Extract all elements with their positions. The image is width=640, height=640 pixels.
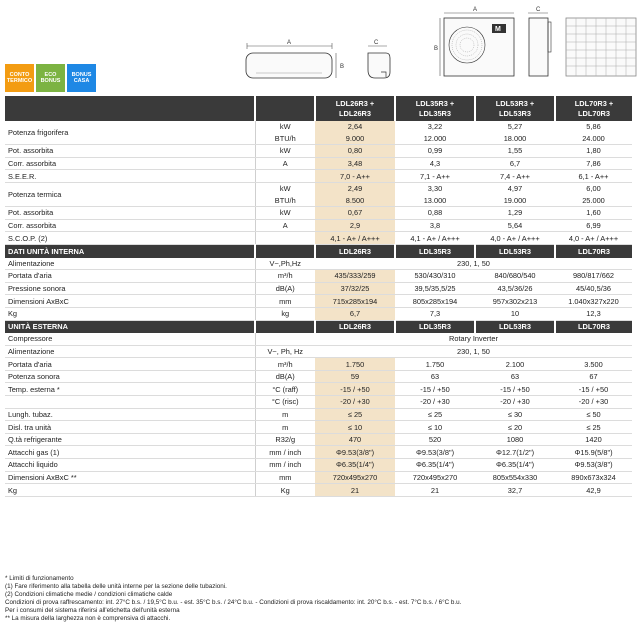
spec-value: 805x285x194 <box>395 295 475 308</box>
indoor-unit-side-drawing <box>368 40 390 78</box>
spec-row <box>5 295 632 308</box>
section-unit-blank <box>255 244 315 257</box>
spec-value: 63 <box>475 370 555 383</box>
spec-value: 19.000 <box>475 195 555 207</box>
spec-value: 1,80 <box>555 145 632 158</box>
header-model: LDL70R3 + LDL70R3 <box>555 96 632 121</box>
spec-unit <box>255 232 315 245</box>
spec-value: 230, 1, 50 <box>315 345 632 358</box>
indoor-model: LDL35R3 <box>395 244 475 257</box>
spec-row <box>5 219 632 232</box>
spec-value: 67 <box>555 370 632 383</box>
spec-value: 39,5/35,5/25 <box>395 282 475 295</box>
spec-unit: R32/g <box>255 433 315 446</box>
spec-value: ≤ 25 <box>395 408 475 421</box>
spec-value: 3,30 <box>427 184 443 194</box>
spec-row <box>5 370 632 383</box>
spec-value: ≤ 20 <box>475 421 555 434</box>
spec-value: 45/40,5/36 <box>555 282 632 295</box>
spec-unit: mm / inch <box>255 459 315 472</box>
spec-value: 5,27 <box>507 122 523 132</box>
spec-row <box>5 358 632 371</box>
spec-row <box>5 282 632 295</box>
spec-unit: kW <box>255 207 315 220</box>
spec-value: 1.040x327x220 <box>555 295 632 308</box>
indoor-section-title: DATI UNITÀ INTERNA <box>5 244 255 257</box>
section-unit-blank <box>255 320 315 333</box>
spec-row <box>5 484 632 497</box>
spec-value: 6,1 - A++ <box>555 170 632 183</box>
unit-drawings <box>0 0 640 95</box>
outdoor-section-title: UNITÀ ESTERNA <box>5 320 255 333</box>
spec-value: 5,86 <box>586 122 601 132</box>
spec-row <box>5 421 632 434</box>
footnote-line: * Limiti di funzionamento <box>5 575 74 582</box>
badge-conto-termico: CONTO TERMICO <box>5 64 34 92</box>
header-model: LDL26R3 + LDL26R3 <box>315 96 395 121</box>
spec-label <box>5 396 255 409</box>
spec-value: 21 <box>395 484 475 497</box>
spec-value: 7,3 <box>395 307 475 320</box>
spec-value: 4,0 - A+ / A+++ <box>475 232 555 245</box>
outdoor-unit-front-drawing <box>434 7 514 76</box>
indoor-model: LDL26R3 <box>315 244 395 257</box>
spec-value: 1,60 <box>555 207 632 220</box>
spec-label: Attacchi gas (1) <box>5 446 255 459</box>
product-diagrams <box>0 0 640 95</box>
spec-row <box>5 157 632 170</box>
spec-unit: BTU/h <box>255 195 315 207</box>
spec-value: 957x302x213 <box>475 295 555 308</box>
spec-value: 4,3 <box>395 157 475 170</box>
spec-value: 3,22 <box>427 122 443 132</box>
spec-unit: °C (raff) <box>255 383 315 396</box>
spec-value: -20 / +30 <box>315 396 395 409</box>
spec-row <box>5 459 632 472</box>
dim-label-c: C <box>374 40 379 46</box>
spec-value: 1,29 <box>475 207 555 220</box>
spec-value: ≤ 25 <box>315 408 395 421</box>
spec-value: 4,1 - A+ / A+++ <box>315 232 395 245</box>
spec-value: 9.000 <box>315 133 395 145</box>
footnotes <box>5 575 461 622</box>
spec-label: Potenza termica <box>5 182 255 206</box>
outdoor-dim-label-b: B <box>434 46 439 52</box>
dim-label-a: A <box>287 40 292 46</box>
spec-label: Dimensioni AxBxC <box>5 295 255 308</box>
header-model: LDL53R3 + LDL53R3 <box>475 96 555 121</box>
spec-label: Temp. esterna * <box>5 383 255 396</box>
spec-label: Pot. assorbita <box>5 145 255 158</box>
spec-table <box>5 96 632 497</box>
spec-value: 6,00 <box>586 184 601 194</box>
spec-label: Alimentazione <box>5 345 255 358</box>
spec-value: 6,7 <box>475 157 555 170</box>
spec-unit: °C (risc) <box>255 396 315 409</box>
outdoor-power-row <box>5 345 632 358</box>
spec-label: Potenza frigorifera <box>5 121 255 145</box>
spec-value: 13.000 <box>395 195 475 207</box>
spec-value: 0,99 <box>395 145 475 158</box>
spec-row <box>5 170 632 183</box>
spec-value: 59 <box>315 370 395 383</box>
spec-unit: A <box>255 219 315 232</box>
spec-value: 4,1 - A+ / A+++ <box>395 232 475 245</box>
spec-unit: mm <box>255 471 315 484</box>
header-unit-blank <box>255 96 315 121</box>
spec-value: 4,97 <box>507 184 523 194</box>
spec-label: Portata d'aria <box>5 358 255 371</box>
spec-value: Φ9.53(3/8") <box>315 446 395 459</box>
spec-label: Alimentazione <box>5 258 255 270</box>
spec-value: 7,1 - A++ <box>395 170 475 183</box>
spec-value: 1080 <box>475 433 555 446</box>
spec-value: 12.000 <box>395 133 475 145</box>
spec-row <box>5 232 632 245</box>
spec-row <box>5 383 632 396</box>
spec-label: Corr. assorbita <box>5 157 255 170</box>
indoor-model: LDL70R3 <box>555 244 632 257</box>
spec-unit <box>255 170 315 183</box>
spec-label: Dimensioni AxBxC ** <box>5 471 255 484</box>
spec-value: Φ12.7(1/2") <box>475 446 555 459</box>
footnote-line: Per i consumi del sistema riferirsi all'etichetta dell'unità esterna <box>5 606 180 614</box>
indoor-section-header <box>5 244 632 257</box>
spec-value: 805x554x330 <box>475 471 555 484</box>
outdoor-dim-label-c: C <box>536 7 541 13</box>
spec-value: ≤ 10 <box>315 421 395 434</box>
spec-unit: kW <box>255 145 315 158</box>
spec-value: 1.750 <box>395 358 475 371</box>
spec-value: Rotary Inverter <box>315 333 632 345</box>
spec-row <box>5 446 632 459</box>
spec-label: Potenza sonora <box>5 370 255 383</box>
spec-value: 530/430/310 <box>395 270 475 283</box>
spec-unit: V~, Ph, Hz <box>255 345 315 358</box>
spec-value: -15 / +50 <box>555 383 632 396</box>
badge-eco-bonus: ECO BONUS <box>36 64 65 92</box>
spec-value: 6,99 <box>555 219 632 232</box>
outdoor-logo-letter: M <box>495 26 501 33</box>
footnote-line: ** La misura della larghezza non è comprensiva di attacchi. <box>5 614 171 622</box>
spec-value: 890x673x324 <box>555 471 632 484</box>
spec-row <box>5 433 632 446</box>
spec-value: 435/333/259 <box>315 270 395 283</box>
spec-value: -15 / +50 <box>475 383 555 396</box>
spec-label: Kg <box>5 484 255 497</box>
spec-unit: Kg <box>255 484 315 497</box>
spec-value: 0,88 <box>395 207 475 220</box>
spec-value: 7,86 <box>555 157 632 170</box>
spec-value: -20 / +30 <box>475 396 555 409</box>
spec-value: 7,0 - A++ <box>315 170 395 183</box>
spec-value: Φ6.35(1/4") <box>315 459 395 472</box>
spec-value: 3.500 <box>555 358 632 371</box>
spec-unit <box>255 333 315 345</box>
spec-value: 12,3 <box>555 307 632 320</box>
spec-value: 980/817/662 <box>555 270 632 283</box>
badge-bonus-casa: BONUS CASA <box>67 64 96 92</box>
spec-value: 720x495x270 <box>315 471 395 484</box>
indoor-unit-front-drawing <box>246 40 344 78</box>
outdoor-model: LDL53R3 <box>475 320 555 333</box>
spec-value: 1.750 <box>315 358 395 371</box>
outdoor-model: LDL35R3 <box>395 320 475 333</box>
header-row <box>5 96 632 121</box>
spec-value: 21 <box>315 484 395 497</box>
spec-value: 1420 <box>555 433 632 446</box>
spec-label: Q.tà refrigerante <box>5 433 255 446</box>
footnote-line: (1) Fare riferimento alla tabella delle unità interne per la sezione delle tubazioni. <box>5 582 227 590</box>
spec-value: 1,55 <box>475 145 555 158</box>
spec-value: 42,9 <box>555 484 632 497</box>
spec-value: ≤ 30 <box>475 408 555 421</box>
spec-value: 715x285x194 <box>315 295 395 308</box>
spec-value: 5,64 <box>475 219 555 232</box>
spec-label: Compressore <box>5 333 255 345</box>
spec-value: 470 <box>315 433 395 446</box>
spec-label: S.E.E.R. <box>5 170 255 183</box>
indoor-model: LDL53R3 <box>475 244 555 257</box>
spec-value: 3,8 <box>395 219 475 232</box>
spec-unit: dB(A) <box>255 370 315 383</box>
spec-label: Kg <box>5 307 255 320</box>
spec-value: ≤ 50 <box>555 408 632 421</box>
spec-value: 37/32/25 <box>315 282 395 295</box>
spec-value: 32,7 <box>475 484 555 497</box>
outdoor-section-header <box>5 320 632 333</box>
spec-unit: BTU/h <box>255 133 315 145</box>
spec-unit: mm <box>255 295 315 308</box>
spec-label: Corr. assorbita <box>5 219 255 232</box>
spec-row <box>5 471 632 484</box>
spec-value: 520 <box>395 433 475 446</box>
header-model: LDL35R3 + LDL35R3 <box>395 96 475 121</box>
spec-value: Φ9.53(3/8") <box>395 446 475 459</box>
spec-value: 720x495x270 <box>395 471 475 484</box>
spec-unit: A <box>255 157 315 170</box>
spec-row <box>5 182 632 194</box>
spec-value: 3,48 <box>315 157 395 170</box>
spec-value: -15 / +50 <box>395 383 475 396</box>
spec-value: 2,64 <box>315 121 395 133</box>
spec-row <box>5 307 632 320</box>
spec-value: 24.000 <box>555 133 632 145</box>
spec-label: Pot. assorbita <box>5 207 255 220</box>
outdoor-unit-back-drawing <box>566 18 636 76</box>
spec-row <box>5 207 632 220</box>
spec-value: 63 <box>395 370 475 383</box>
spec-label: Attacchi liquido <box>5 459 255 472</box>
spec-value: 18.000 <box>475 133 555 145</box>
spec-value: 0,80 <box>315 145 395 158</box>
spec-row <box>5 396 632 409</box>
spec-unit: m <box>255 408 315 421</box>
spec-value: Φ9.53(3/8") <box>555 459 632 472</box>
footnote-line: Condizioni di prova raffrescamento: int. 27°C b.s. / 19,5°C b.u. - est. 35°C b.s. / 24°C b.u. - Condizioni di prova riscaldamento: int. 20°C b.s. - est. 7°C b.s. / 6°C b.u. <box>5 598 462 606</box>
outdoor-unit-side-drawing <box>528 7 551 76</box>
spec-label: Pressione sonora <box>5 282 255 295</box>
spec-value: Φ6.35(1/4") <box>475 459 555 472</box>
spec-value: 8.500 <box>315 195 395 207</box>
spec-unit: m³/h <box>255 358 315 371</box>
spec-unit: kW <box>255 121 315 133</box>
spec-value: -20 / +30 <box>555 396 632 409</box>
spec-label: S.C.O.P. (2) <box>5 232 255 245</box>
outdoor-model: LDL26R3 <box>315 320 395 333</box>
spec-unit: kW <box>255 182 315 194</box>
spec-label: Portata d'aria <box>5 270 255 283</box>
outdoor-model: LDL70R3 <box>555 320 632 333</box>
spec-unit: m³/h <box>255 270 315 283</box>
spec-value: 2,9 <box>315 219 395 232</box>
footnote-line: (2) Condizioni climatiche medie / condizioni climatiche calde <box>5 590 173 598</box>
spec-value: 6,7 <box>315 307 395 320</box>
spec-unit: mm / inch <box>255 446 315 459</box>
spec-value: Φ15.9(5/8") <box>555 446 632 459</box>
spec-value: 10 <box>475 307 555 320</box>
spec-value: 25.000 <box>555 195 632 207</box>
compressor-row <box>5 333 632 345</box>
spec-row <box>5 408 632 421</box>
spec-value: 840/680/540 <box>475 270 555 283</box>
spec-row <box>5 121 632 133</box>
spec-value: 2,49 <box>315 182 395 194</box>
spec-unit: V~,Ph,Hz <box>255 258 315 270</box>
spec-value: -20 / +30 <box>395 396 475 409</box>
spec-unit: kg <box>255 307 315 320</box>
spec-value: 2.100 <box>475 358 555 371</box>
spec-row <box>5 270 632 283</box>
spec-unit: m <box>255 421 315 434</box>
spec-value: 0,67 <box>315 207 395 220</box>
spec-value: Φ6.35(1/4") <box>395 459 475 472</box>
outdoor-dim-label-a: A <box>473 7 478 13</box>
spec-row <box>5 145 632 158</box>
spec-value: 230, 1, 50 <box>315 258 632 270</box>
header-blank <box>5 96 255 121</box>
spec-unit: dB(A) <box>255 282 315 295</box>
spec-label: Lungh. tubaz. <box>5 408 255 421</box>
spec-value: 43,5/36/26 <box>475 282 555 295</box>
spec-value: -15 / +50 <box>315 383 395 396</box>
spec-value: ≤ 25 <box>555 421 632 434</box>
spec-value: ≤ 10 <box>395 421 475 434</box>
dim-label-b: B <box>340 64 345 70</box>
spec-label: Disl. tra unità <box>5 421 255 434</box>
indoor-power-row <box>5 258 632 270</box>
spec-value: 7,4 - A++ <box>475 170 555 183</box>
spec-value: 4,0 - A+ / A+++ <box>555 232 632 245</box>
